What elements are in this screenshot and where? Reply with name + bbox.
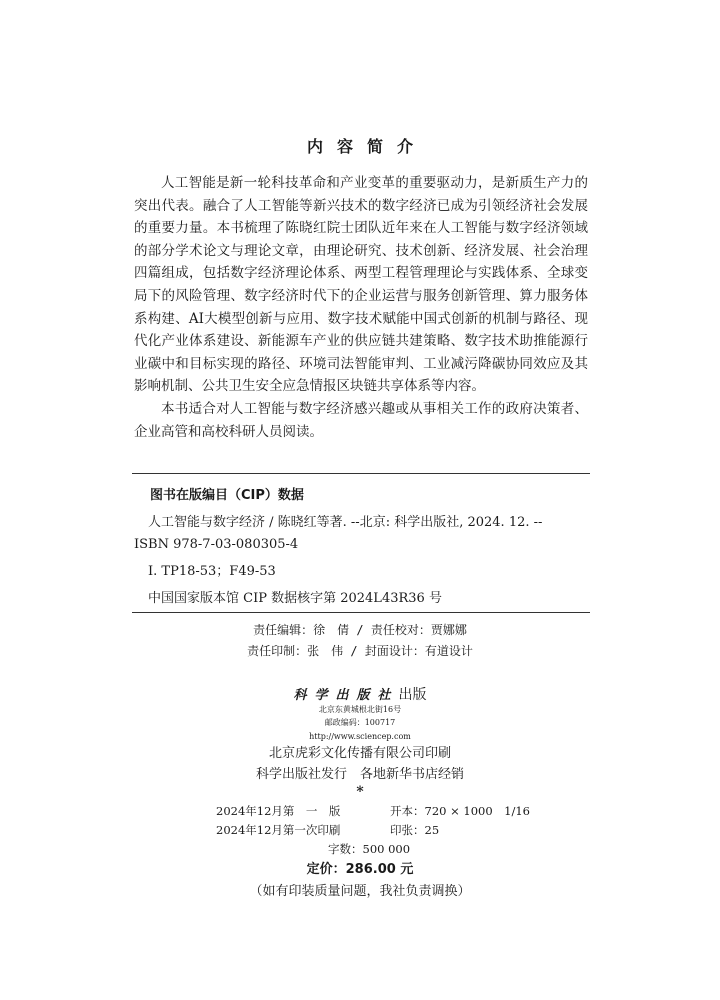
cip-bottom-divider (132, 612, 590, 613)
first-edition: 2024年12月第 一 版 (216, 804, 341, 818)
production-credits: 责任印制：张 伟 / 封面设计：有道设计 (247, 644, 473, 658)
editor-credits: 责任编辑：徐 倩 / 责任校对：贾娜娜 (253, 623, 467, 637)
printer-line: 北京虎彩文化传播有限公司印刷 (268, 746, 451, 761)
publisher-name: 科学出版社 (293, 688, 399, 703)
word-count: 字数：500 000 (328, 842, 411, 856)
summary-paragraph: 人工智能是新一轮科技革命和产业变革的重要驱动力，是新质生产力的突出代表。融合了人工智能等新兴技术的数字经济已成为引领经济社会发展的重要力量。本书梳理了陈晓红院士团队近年来在人工智能与数字经济领域的部分学术论文与理论文章，由理论研究、技术创新、经济发展、社会治理四篇组成，包括数字经济理论体系、两型工程管理理论与实践体系、全球变局下的风险管理、数字经济时代下的企业运营与服务创新管理、算力服务体系构建、AI大模型创新与应用、数字技术赋能中国式创新的机制与路径、现代化产业体系建设、新能源车产业的供应链共建策略、数字技术助推能源行业碳中和目标实现的路径、环境司法智能审判、工业减污降碳协同效应及其影响机制、公共卫生安全应急情报区块链共享体系等内容。 (134, 175, 588, 395)
sheets-info: 印张：25 (390, 823, 440, 837)
first-printing: 2024年12月第一次印刷 (216, 823, 341, 837)
cip-heading: 图书在版编目（CIP）数据 (150, 488, 304, 503)
summary-title: 内容简介 (306, 137, 427, 156)
cip-title-line: 人工智能与数字经济 / 陈晓红等著. --北京: 科学出版社, 2024. 12. -- (148, 515, 543, 530)
summary-body (134, 172, 588, 443)
cip-classification: Ⅰ. TP18-53；F49-53 (148, 564, 276, 579)
publisher-postcode: 邮政编码：100717 (324, 718, 396, 727)
publisher-url: http://www.sciencep.com (309, 732, 411, 741)
cip-record-number: 中国国家版本馆 CIP 数据核字第 2024L43R36 号 (148, 591, 442, 606)
separator-asterisk: * (356, 784, 364, 800)
price: 定价：286.00 元 (306, 862, 414, 877)
publisher-suffix: 出版 (398, 687, 427, 703)
publisher-line (0, 684, 720, 704)
quality-notice: （如有印装质量问题，我社负责调换） (249, 884, 471, 899)
cip-isbn: ISBN 978-7-03-080305-4 (134, 537, 299, 552)
publisher-address: 北京东黄城根北街16号 (318, 705, 402, 714)
distribution-line: 科学出版社发行 各地新华书店经销 (255, 767, 464, 782)
summary-paragraph: 本书适合对人工智能与数字经济感兴趣或从事相关工作的政府决策者、企业高管和高校科研人员阅读。 (134, 400, 588, 440)
cip-top-divider (132, 473, 590, 474)
format-info: 开本：720 × 1000 1/16 (390, 804, 530, 818)
